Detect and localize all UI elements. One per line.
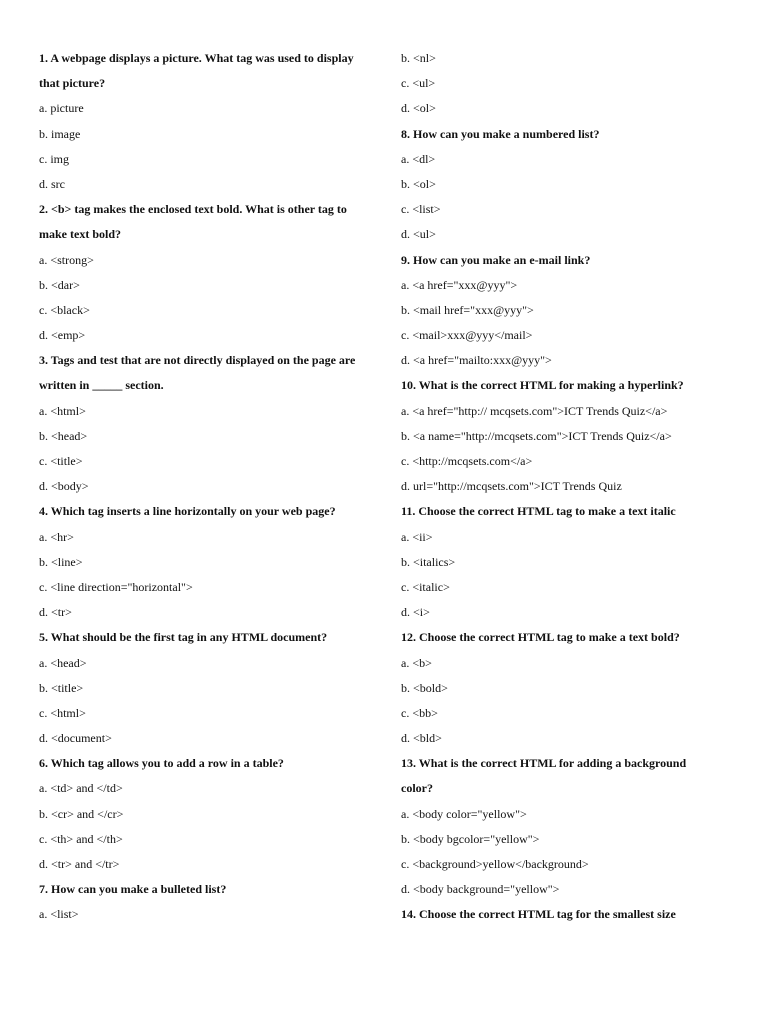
answer-option: c. <bb>	[401, 705, 438, 720]
answer-option: c. <title>	[39, 454, 83, 468]
answer-option: c. <html>	[39, 705, 86, 720]
question-text: written in _____ section.	[39, 378, 164, 393]
answer-option: a. <td> and </td>	[39, 781, 123, 796]
answer-option: d. <a href="mailto:xxx@yyy">	[401, 353, 552, 368]
answer-option: c. <th> and </th>	[39, 831, 123, 846]
answer-option: d. <tr>	[39, 605, 72, 620]
question-text: 8. How can you make a numbered list?	[401, 126, 600, 141]
answer-option: b. <head>	[39, 428, 88, 443]
answer-option: b. <nl>	[401, 51, 436, 65]
answer-option: b. <cr> and </cr>	[39, 806, 124, 821]
question-text: 9. How can you make an e-mail link?	[401, 252, 591, 267]
answer-option: a. <ii>	[401, 529, 433, 544]
answer-option: d. <emp>	[39, 328, 86, 343]
answer-option: a. <b>	[401, 655, 432, 670]
question-text: 11. Choose the correct HTML tag to make a text italic	[401, 504, 676, 519]
answer-option: c. <line direction="horizontal">	[39, 579, 193, 594]
answer-option: b. <title>	[39, 680, 84, 695]
answer-option: c. <mail>xxx@yyy</mail>	[401, 328, 533, 343]
answer-option: b. <a name="http://mcqsets.com">ICT Trends Quiz</a>	[401, 428, 672, 443]
answer-option: c. <background>yellow</background>	[401, 857, 589, 871]
answer-option: c. <list>	[401, 202, 441, 217]
answer-option: a. <body color="yellow">	[401, 806, 527, 821]
answer-option: c. <italic>	[401, 579, 450, 594]
answer-option: b. <italics>	[401, 554, 456, 569]
answer-option: a. <strong>	[39, 252, 94, 267]
question-text: color?	[401, 781, 433, 796]
question-text: 3. Tags and test that are not directly displayed on the page are	[39, 353, 356, 368]
question-text: 12. Choose the correct HTML tag to make a text bold?	[401, 630, 680, 645]
answer-option: c. <http://mcqsets.com</a>	[401, 454, 533, 468]
answer-option: a. <a href="http:// mcqsets.com">ICT Trends Quiz</a>	[401, 403, 668, 418]
answer-option: a. picture	[39, 101, 84, 116]
answer-option: d. <document>	[39, 731, 112, 746]
question-text: 1. A webpage displays a picture. What tag was used to display	[39, 51, 354, 65]
answer-option: a. <html>	[39, 403, 86, 418]
question-text: make text bold?	[39, 227, 121, 242]
answer-option: b. image	[39, 126, 81, 141]
question-text: 14. Choose the correct HTML tag for the smallest size	[401, 907, 676, 922]
question-text: 7. How can you make a bulleted list?	[39, 882, 227, 897]
answer-option: d. <bld>	[401, 731, 442, 746]
answer-option: c. <ul>	[401, 76, 436, 91]
answer-option: b. <dar>	[39, 277, 80, 292]
answer-option: c. <black>	[39, 302, 90, 317]
answer-option: b. <body bgcolor="yellow">	[401, 831, 540, 846]
question-text: that picture?	[39, 76, 106, 91]
answer-option: d. <i>	[401, 605, 430, 620]
answer-option: b. <line>	[39, 554, 83, 569]
answer-option: b. <bold>	[401, 680, 448, 695]
answer-option: b. <mail href="xxx@yyy">	[401, 302, 534, 317]
answer-option: d. <tr> and </tr>	[39, 857, 120, 871]
question-text: 13. What is the correct HTML for adding a background	[401, 756, 687, 771]
answer-option: a. <list>	[39, 907, 79, 922]
answer-option: b. <ol>	[401, 176, 436, 191]
answer-option: a. <hr>	[39, 529, 74, 544]
question-text: 10. What is the correct HTML for making a hyperlink?	[401, 378, 684, 393]
answer-option: d. url="http://mcqsets.com">ICT Trends Quiz	[401, 479, 622, 494]
left-column	[39, 46, 377, 928]
answer-option: d. src	[39, 176, 65, 191]
answer-option: d. <body background="yellow">	[401, 882, 560, 897]
answer-option: c. img	[39, 151, 69, 166]
question-text: 6. Which tag allows you to add a row in a table?	[39, 756, 284, 771]
answer-option: a. <head>	[39, 655, 87, 670]
answer-option: a. <dl>	[401, 151, 436, 166]
answer-option: a. <a href="xxx@yyy">	[401, 277, 518, 292]
answer-option: d. <ol>	[401, 101, 436, 116]
answer-option: d. <body>	[39, 479, 89, 494]
question-text: 2. <b> tag makes the enclosed text bold. What is other tag to	[39, 202, 347, 217]
answer-option: d. <ul>	[401, 227, 436, 242]
question-text: 5. What should be the first tag in any HTML document?	[39, 630, 328, 645]
right-column	[401, 46, 741, 928]
question-text: 4. Which tag inserts a line horizontally on your web page?	[39, 504, 336, 519]
